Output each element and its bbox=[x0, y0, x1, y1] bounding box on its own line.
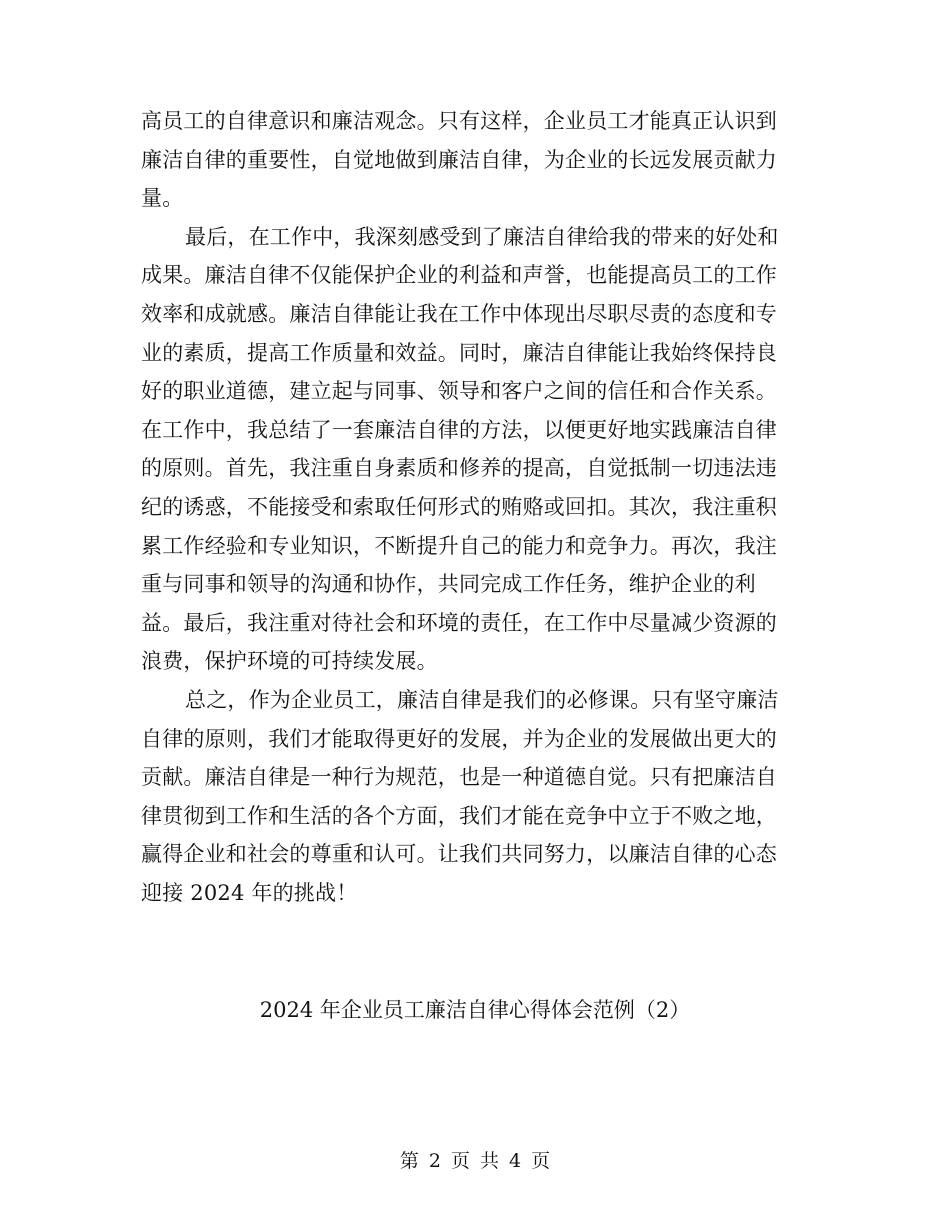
text-line: 律贯彻到工作和生活的各个方面，我们才能在竞争中立于不败之地， bbox=[141, 803, 777, 828]
text-line: 重与同事和领导的沟通和协作，共同完成工作任务，维护企业的利 bbox=[141, 572, 756, 597]
text-line: 业的素质，提高工作质量和效益。同时，廉洁自律能让我始终保持良 bbox=[141, 340, 777, 365]
body-text bbox=[141, 102, 806, 912]
text-line: 最后，在工作中，我深刻感受到了廉洁自律给我的带来的好处和 bbox=[185, 224, 779, 249]
text-line: 好的职业道德，建立起与同事、领导和客户之间的信任和合作关系。 bbox=[141, 379, 777, 404]
text-line: 的原则。首先，我注重自身素质和修养的提高，自觉抵制一切违法违 bbox=[141, 456, 777, 481]
text-line: 高员工的自律意识和廉洁观念。只有这样，企业员工才能真正认识到 bbox=[141, 109, 777, 133]
text-line: 廉洁自律的重要性，自觉地做到廉洁自律，为企业的长远发展贡献力 bbox=[141, 147, 777, 172]
paragraph-1 bbox=[141, 102, 806, 218]
text-line: 迎接 2024 年的挑战！ bbox=[141, 880, 358, 905]
text-line: 在工作中，我总结了一套廉洁自律的方法，以便更好地实践廉洁自律 bbox=[141, 417, 777, 442]
text-line: 自律的原则，我们才能取得更好的发展，并为企业的发展做出更大的 bbox=[141, 726, 777, 751]
text-line: 贡献。廉洁自律是一种行为规范，也是一种道德自觉。只有把廉洁自 bbox=[141, 765, 777, 790]
text-line: 量。 bbox=[141, 186, 184, 211]
text-line: 益。最后，我注重对待社会和环境的责任，在工作中尽量减少资源的 bbox=[141, 610, 777, 635]
text-line: 效率和成就感。廉洁自律能让我在工作中体现出尽职尽责的态度和专 bbox=[141, 301, 777, 326]
page-number-footer: 第 2 页 共 4 页 bbox=[399, 1150, 551, 1172]
text-line: 赢得企业和社会的尊重和认可。让我们共同努力，以廉洁自律的心态 bbox=[141, 842, 777, 867]
text-line: 成果。廉洁自律不仅能保护企业的利益和声誉，也能提高员工的工作 bbox=[141, 263, 777, 288]
text-line: 浪费，保护环境的可持续发展。 bbox=[141, 649, 438, 674]
text-line: 累工作经验和专业知识，不断提升自己的能力和竞争力。再次，我注 bbox=[141, 533, 777, 558]
text-line: 纪的诱惑，不能接受和索取任何形式的贿赂或回扣。其次，我注重积 bbox=[141, 494, 777, 519]
paragraph-2 bbox=[141, 218, 806, 681]
text-line: 总之，作为企业员工，廉洁自律是我们的必修课。只有坚守廉洁 bbox=[185, 687, 779, 712]
section-heading: 2024 年企业员工廉洁自律心得体会范例（2） bbox=[259, 998, 691, 1022]
paragraph-3 bbox=[141, 681, 806, 913]
